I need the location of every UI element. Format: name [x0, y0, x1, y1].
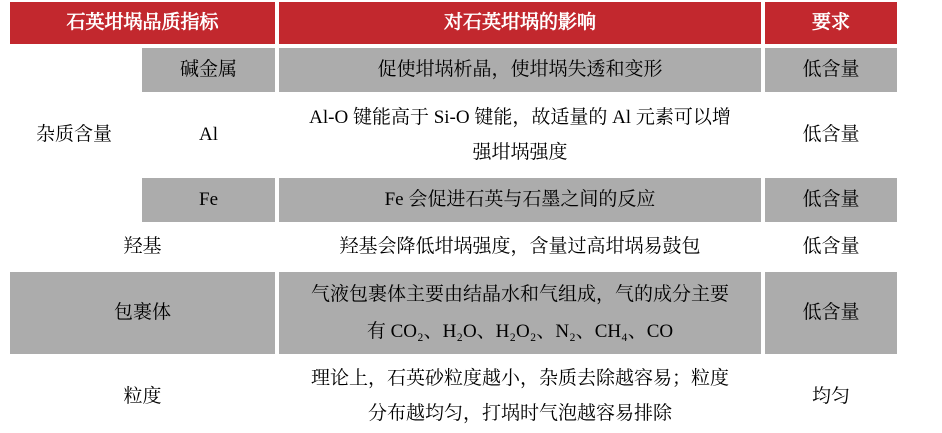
requirement-cell-al: 低含量 [765, 96, 897, 174]
requirement-cell-hydroxyl: 低含量 [765, 226, 897, 268]
impact-cell-particle-size [279, 358, 761, 433]
impact-line: 理论上，石英砂粒度越小，杂质去除越容易；粒度 [310, 368, 729, 390]
impact-cell-fe: Fe 会促进石英与石墨之间的反应 [279, 178, 761, 222]
header-cell-impact: 对石英坩埚的影响 [279, 2, 761, 44]
impact-cell-alkali: 促使坩埚析晶，使坩埚失透和变形 [279, 48, 761, 92]
requirement-cell-particle-size: 均匀 [765, 358, 897, 433]
header-cell-requirement: 要求 [765, 2, 897, 44]
indicator-cell-al: Al [142, 96, 275, 174]
quartz-crucible-quality-table [10, 2, 897, 433]
impact-cell-al [279, 96, 761, 174]
requirement-cell-alkali: 低含量 [765, 48, 897, 92]
impact-cell-inclusions [279, 272, 761, 354]
indicator-cell-particle-size: 粒度 [10, 358, 275, 433]
indicator-cell-fe: Fe [142, 178, 275, 222]
impact-line: 强坩埚强度 [472, 141, 568, 163]
impact-line: Al-O 键能高于 Si-O 键能，故适量的 Al 元素可以增 [309, 106, 731, 128]
indicator-cell-alkali: 碱金属 [142, 48, 275, 92]
impact-line: 有 CO₂、H₂O、H₂O₂、N₂、CH₄、CO [366, 320, 674, 342]
impact-line: 分布越均匀，打埚时气泡越容易排除 [367, 402, 672, 424]
indicator-cell-hydroxyl: 羟基 [10, 226, 275, 268]
requirement-cell-inclusions: 低含量 [765, 272, 897, 354]
impact-cell-hydroxyl: 羟基会降低坩埚强度，含量过高坩埚易鼓包 [279, 226, 761, 268]
impact-line: 气液包裹体主要由结晶水和气组成，气的成分主要 [310, 283, 729, 305]
requirement-cell-fe: 低含量 [765, 178, 897, 222]
indicator-cell-inclusions: 包裹体 [10, 272, 275, 354]
group-cell-impurity-content: 杂质含量 [10, 48, 138, 222]
header-cell-indicator: 石英坩埚品质指标 [10, 2, 275, 44]
